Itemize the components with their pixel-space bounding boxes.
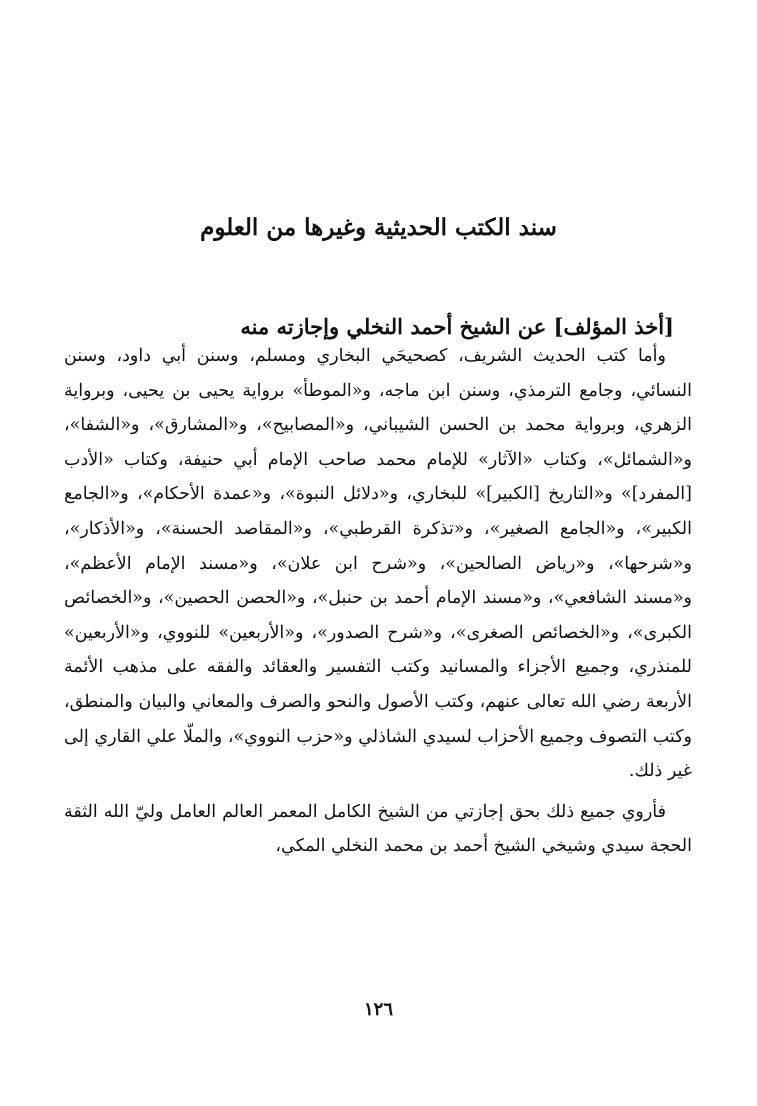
paragraph-2: فأروي جميع ذلك بحق إجازتي من الشيخ الكامل المعمر العالم العامل وليّ الله الثقة الحجة سيدي وشيخي الشيخ أحمد بن محمد النخلي المكي، [64, 801, 692, 857]
page-number: ١٢٦ [363, 999, 393, 1020]
paragraph-1: وأما كتب الحديث الشريف، كصحيحَي البخاري ومسلم، وسنن أبي داود، وسنن النسائي، وجامع الترمذي، وسنن ابن ماجه، و«الموطأ» برواية يحيى بن يحيى، وبرواية الزهري، وبرواية محمد بن الحسن الشيباني، و«المصابيح»، و«المشارق»، و«الشفا»، و«الشمائل»، وكتاب «الآثار» للإمام محمد صاحب الإمام أبي حنيفة، وكتاب «الأدب [المفرد]» و«التاريخ [الكبير]» للبخاري، و«دلائل النبوة»، و«عمدة الأحكام»، و«الجامع الكبير»، و«الجامع الصغير»، و«تذكرة القرطبي»، و«المقاصد الحسنة»، و«الأذكار»، و«شرحها»، و«رياض الصالحين»، و«شرح ابن علان»، و«مسند الإمام الأعظم»، و«مسند الشافعي»، و«مسند الإمام أحمد بن حنبل»، و«الحصن الحصين»، و«الخصائص الكبرى»، و«الخصائص الصغرى»، و«شرح الصدور»، و«الأربعين» للنووي، و«الأربعين» للمنذري، وجميع الأجزاء والمسانيد وكتب التفسير والعقائد والفقه على مذهب الأئمة الأربعة رضي الله تعالى عنهم، وكتب الأصول والنحو والصرف والمعاني والبيان والمنطق، وكتب التصوف وجميع الأحزاب لسيدي الشاذلي و«حزب النووي»، والملّا علي القاري إلى غير ذلك. [64, 346, 692, 782]
chapter-title: سند الكتب الحديثية وغيرها من العلوم [200, 214, 557, 242]
body-text [64, 339, 692, 864]
section-heading: [أخذ المؤلف] عن الشيخ أحمد النخلي وإجازته منه [240, 314, 674, 340]
